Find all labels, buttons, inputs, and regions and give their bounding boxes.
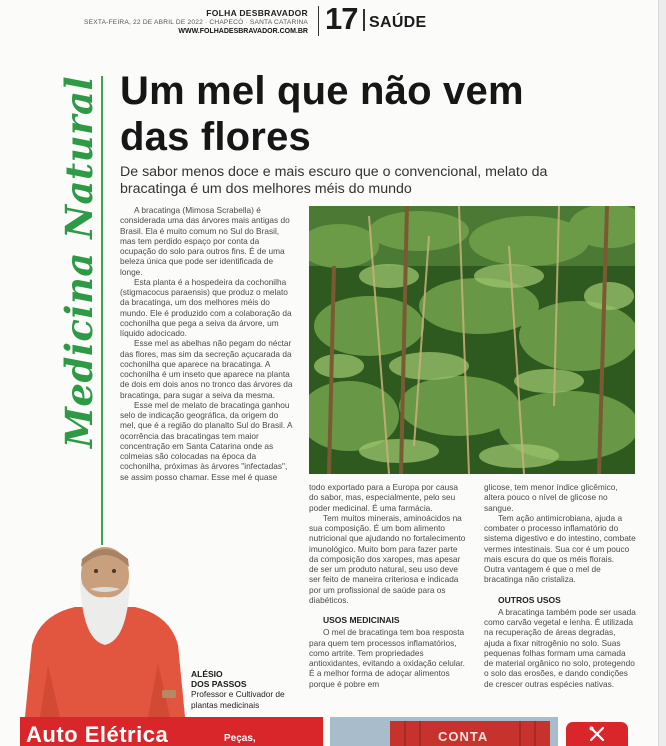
paragraph: A bracatinga também pode ser usada como carvão vegetal e lenha. É utilizada na recuperação de áreas degradas, ajuda a fixar nitrogênio no solo. Suas pequenas folhas formam uma camada de material orgânico no solo, protegendo o solo das erosões, e dando condições de crescer outras espécies nativas. (484, 606, 636, 689)
author-last-name: DOS PASSOS (191, 679, 247, 689)
paragraph: Tem muitos minerais, aminoácidos na sua composição. É um bom alimento nutricional que ajudando no fortalecimento imunológico. Muito bom para fazer parte da composição dos xaropes, mas apesar de ser um produto natural, seu uso deve ser feito de maneira criteriosa e indicada por um profissional de saúde para os diabéticos. (309, 512, 466, 605)
foliage-illustration (309, 206, 635, 474)
article-column-1 (120, 205, 296, 482)
website (8, 28, 308, 35)
column-label: Medicina Natural (57, 75, 101, 449)
advertisement-container[interactable] (330, 717, 558, 746)
author-name (191, 669, 247, 689)
website-text: WWW.FOLHADESBRAVADOR.COM.BR (178, 28, 308, 35)
subheading-usos-medicinais: USOS MEDICINAIS (323, 615, 400, 625)
author-portrait (20, 545, 190, 717)
author-first-name: ALÉSIO (191, 669, 223, 679)
paragraph: Esta planta é a hospedeira da cochonilha (stigmacocus paraensis) que produz o melato da bracatinga, um dos melhores méis do mundo. Ele é produzido com a colaboração da cochonilha que pega a seiva da árvore, um líquido adocicado. (120, 276, 292, 338)
article-subtitle: De sabor menos doce e mais escuro que o convencional, melato da bracatinga é um dos melhores méis do mundo (120, 164, 548, 197)
paragraph: O mel de bracatinga tem boa resposta para quem tem processos inflamatórios, como artrite. Tem propriedades antioxidantes, evitando a oxidação celular. É a melhor forma de adoçar alimentos porque é pobre em (309, 627, 465, 689)
paragraph: Esse mel as abelhas não pegam do néctar das flores, mas sim da secreção açucarada da cochonilha que aparece na bracatinga. A cochonilha é um inseto que aparece na planta de dois em dois anos no tronco das árvores da bracatinga, para sugar a seiva da mesma. (120, 338, 293, 400)
author-photo (20, 545, 190, 717)
paragraph: A bracatinga (Mimosa Scrabella) é considerada uma das árvores mais antigas do Brasil. Ela é muito comum no Sul do Brasil, mas tem perdido espaço por conta da ocupação do solo para outros fins. É de uma beleza única que pode ser identificada de longe. (120, 205, 290, 277)
adjacent-page-edge (658, 0, 666, 746)
wrench-screwdriver-icon (588, 725, 606, 743)
paragraph: Tem ação antimicrobiana, ajuda a combater o processo inflamatório do sistema digestivo e do intestino, combate vermes intestinais. Sua cor é um pouco mais escura do que os méis florais. Outra vantagem é que o mel de bracatinga não cristaliza. (484, 512, 636, 585)
header-divider (318, 6, 319, 36)
ad-title: Auto Elétrica (26, 722, 169, 746)
paragraph: todo exportado para a Europa por causa do sabor, mas, especialmente, pelo seu poder medicinal. É uma farmácia. (309, 482, 458, 513)
section-name: SAÚDE (369, 14, 427, 31)
author-role: Professor e Cultivador de plantas medicinais (191, 689, 285, 710)
dateline: SEXTA-FEIRA, 22 DE ABRIL DE 2022 · CHAPECÓ · SANTA CATARINA (84, 19, 308, 26)
article-column-3 (484, 482, 636, 689)
advertisement-auto-eletrica[interactable] (20, 717, 323, 746)
column-rule (101, 76, 103, 550)
ad-subtitle: Peças, (224, 733, 256, 744)
article-title: Um mel que não vem das flores (120, 69, 524, 159)
paragraph: Esse mel de melato de bracatinga ganhou selo de indicação geográfica, da origem do mel, que é a região do planalto Sul do Brasil. A ocorrência das bracatingas tem maior concentração em Santa Catarina onde as colmeias são colocadas na época da cochonilha, próximas às árvores "infectadas", se assim posso chamar. Esse mel é quase (120, 399, 293, 482)
newspaper-name: FOLHA DESBRAVADOR (206, 8, 308, 18)
subheading-outros-usos: OUTROS USOS (498, 594, 561, 605)
page-number: 17 (325, 1, 358, 36)
header-divider-2 (363, 9, 365, 31)
ad-container-text: CONTA (438, 729, 489, 744)
paragraph: glicose, tem menor índice glicêmico, altera pouco o nível de glicose no sangue. (484, 482, 618, 513)
bracatinga-photo (309, 206, 635, 474)
article-column-2 (309, 482, 469, 689)
